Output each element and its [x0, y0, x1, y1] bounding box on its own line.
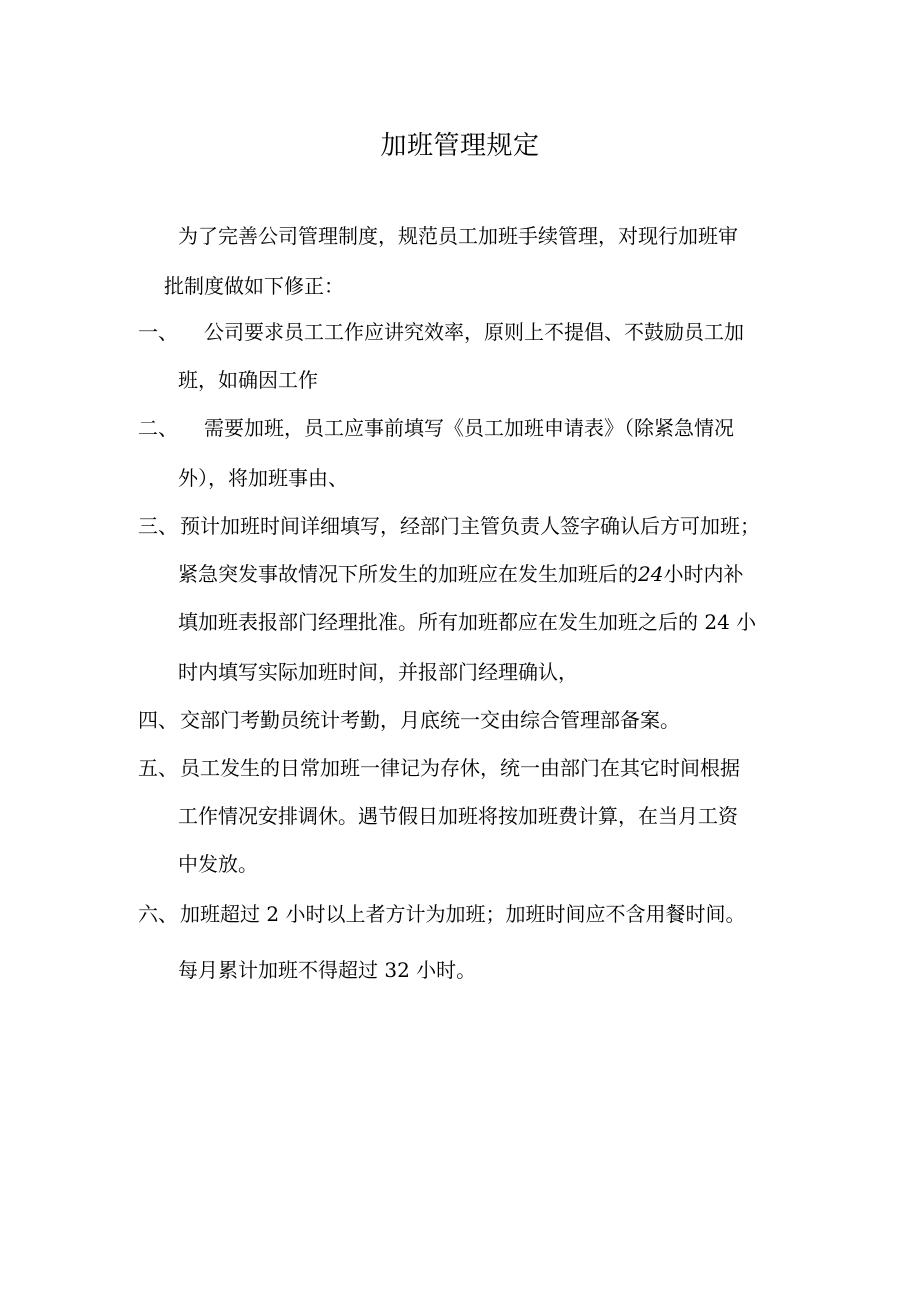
- item-3-line-4: 时内填写实际加班时间，并报部门经理确认，: [178, 660, 578, 684]
- item-6-line-1: 加班超过 2 小时以上者方计为加班；加班时间应不含用餐时间。: [180, 902, 746, 926]
- item-5-line-3: 中发放。: [178, 852, 258, 876]
- item-5-line-1: 员工发生的日常加班一律记为存休，统一由部门在其它时间根据: [180, 756, 740, 780]
- item-3-line-2-text-b: 小时内补: [663, 562, 744, 586]
- item-6-line-2: 每月累计加班不得超过 32 小时。: [178, 958, 477, 982]
- item-1-line-1: 公司要求员工工作应讲究效率，原则上不提倡、不鼓励员工加: [204, 320, 744, 344]
- item-3-line-2-text-a: 紧急突发事故情况下所发生的加班应在发生加班后的: [178, 562, 638, 586]
- intro-line-1: 为了完善公司管理制度，规范员工加班手续管理，对现行加班审: [178, 224, 738, 248]
- item-2-line-2: 外），将加班事由、: [178, 466, 348, 490]
- item-5-line-2: 工作情况安排调休。遇节假日加班将按加班费计算，在当月工资: [178, 804, 738, 828]
- item-2-number: 二、: [138, 416, 178, 440]
- item-3-line-1: 预计加班时间详细填写，经部门主管负责人签字确认后方可加班；: [180, 514, 760, 538]
- item-3-line-2-hours: 24: [638, 562, 664, 586]
- document-title: 加班管理规定: [380, 131, 540, 161]
- item-2-line-1: 需要加班，员工应事前填写《员工加班申请表》（除紧急情况: [204, 416, 734, 440]
- item-3-line-3: 填加班表报部门经理批准。所有加班都应在发生加班之后的 24 小: [178, 610, 757, 634]
- intro-line-2: 批制度做如下修正：: [164, 274, 344, 298]
- item-5-number: 五、: [138, 756, 178, 780]
- item-1-number: 一、: [138, 320, 178, 344]
- item-4-line-1: 交部门考勤员统计考勤，月底统一交由综合管理部备案。: [180, 708, 680, 732]
- item-6-number: 六、: [138, 902, 178, 926]
- item-4-number: 四、: [138, 708, 178, 732]
- item-3-number: 三、: [138, 514, 178, 538]
- item-3-line-2: [178, 560, 743, 588]
- item-1-line-2: 班，如确因工作: [178, 368, 318, 392]
